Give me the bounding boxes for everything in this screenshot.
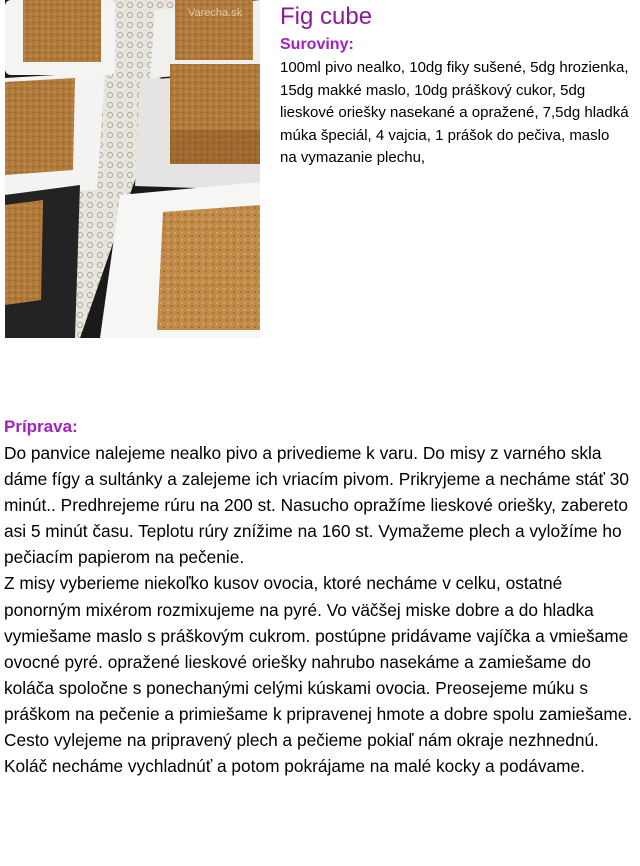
recipe-photo xyxy=(5,0,260,338)
recipe-title: Fig cube xyxy=(280,3,373,30)
preparation-text xyxy=(4,440,636,779)
plate-middle-right xyxy=(135,64,260,190)
plate-bottom-left xyxy=(5,185,80,338)
plate-top-left xyxy=(5,0,115,75)
preparation-paragraph: Do panvice nalejeme nealko pivo a privedieme k varu. Do misy z varného skla dáme fígy a sultánky a zalejeme ich vriacím pivom. Prikryjeme a necháme stáť 30 minút.. Predhrejeme rúru na 200 st. Nasucho opražíme lieskové oriešky, zabereto asi 5 minút času. Teplotu rúry znížime na 160 st. Vymažeme plech a vyložíme ho pečiacím papierom na pečenie. xyxy=(4,443,630,568)
preparation-label: Príprava: xyxy=(4,417,78,436)
ingredients-text: 100ml pivo nealko, 10dg fiky sušené, 5dg hrozienka, 15dg makké maslo, 10dg práškový cukor, 5dg lieskové oriešky nasekané a opražené, 7,5dg hladká múka špeciál, 4 vajcia, 1 prášok do pečiva, maslo na vymazanie plechu, xyxy=(280,59,629,166)
preparation-paragraph: Z misy vyberieme niekoľko kusov ovocia, ktoré necháme v celku, ostatné ponorným mixérom rozmixujeme na pyré. Vo väčšej miske dobre a do hladka vymiešame maslo s práškovým cukrom. postúpne pridávame vajíčka a vmiešame ovocné pyré. opražené lieskové oriešky nahrubo nasekáme a zamiešame do koláča spoločne s ponechanými celými kúskami ovocia. Preosejeme múku s práškom na pečenie a primiešame k pripravenej hmote a dobre spolu zamiešame. Cesto vylejeme na pripravený plech a pečieme pokiaľ nám okraje nezhnednú. Koláč necháme vychladnúť a potom pokrájame na malé kocky a podávame. xyxy=(4,573,633,777)
photo-watermark: Varecha.sk xyxy=(188,7,243,19)
plate-middle-left xyxy=(5,72,105,195)
ingredients-label: Suroviny: xyxy=(280,36,354,53)
plate-bottom-right xyxy=(100,182,260,338)
